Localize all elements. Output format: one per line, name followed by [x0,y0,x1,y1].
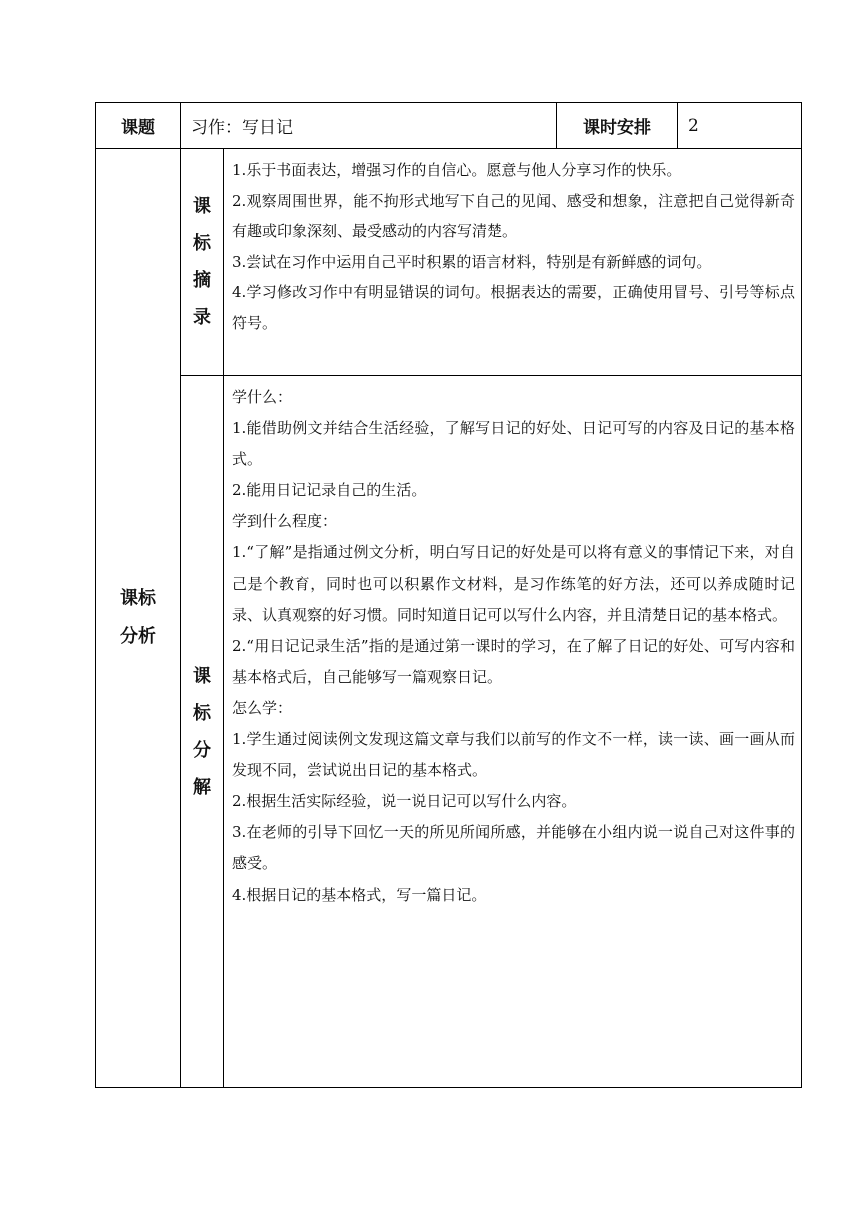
decomposition-item: 1.学生通过阅读例文发现这篇文章与我们以前写的作文不一样，读一读、画一画从而发现不同，尝试说出日记的基本格式。 [232,730,795,780]
schedule-value: 2 [678,103,802,149]
analysis-label [96,149,181,1088]
decomposition-label [181,376,224,1088]
analysis-label-line1: 课标 [120,588,156,609]
excerpt-label-char: 标 [193,233,211,254]
decomposition-row [96,376,802,1088]
excerpt-label [181,149,224,376]
excerpt-item: 2.观察周围世界，能不拘形式地写下自己的见闻、感受和想象，注意把自己觉得新奇有趣或印象深刻、最受感动的内容写清楚。 [232,191,795,241]
analysis-label-line2: 分析 [120,626,156,647]
excerpt-content [224,149,802,376]
decomposition-item: 1.“了解”是指通过例文分析，明白写日记的好处是可以将有意义的事情记下来，对自己是个教育，同时也可以积累作文材料，是习作练笔的好方法，还可以养成随时记录、认真观察的好习惯。同时知道日记可以写什么内容，并且清楚日记的基本格式。 [232,543,795,624]
topic-label: 课题 [96,103,181,149]
excerpt-label-char: 摘 [193,270,211,291]
excerpt-item: 3.尝试在习作中运用自己平时积累的语言材料，特别是有新鲜感的词句。 [232,252,712,271]
decomposition-content [224,376,802,1088]
decomposition-heading: 学到什么程度： [232,512,338,531]
lesson-plan-table [95,102,802,1088]
decomposition-label-char: 解 [193,776,211,798]
decomposition-item: 1.能借助例文并结合生活经验，了解写日记的好处、日记可写的内容及日记的基本格式。 [232,419,795,469]
excerpt-item: 1.乐于书面表达，增强习作的自信心。愿意与他人分享习作的快乐。 [232,161,682,179]
topic-value: 习作：写日记 [181,103,557,149]
header-row [96,103,802,149]
decomposition-label-char: 课 [193,665,211,687]
decomposition-heading: 学什么： [232,388,293,406]
decomposition-item: 4.根据日记的基本格式，写一篇日记。 [232,885,487,904]
decomposition-item: 2.根据生活实际经验，说一说日记可以写什么内容。 [232,792,577,811]
decomposition-label-char: 分 [193,739,211,761]
excerpt-row [96,149,802,376]
decomposition-item: 2.能用日记记录自己的生活。 [232,481,427,500]
decomposition-item: 3.在老师的引导下回忆一天的所见所闻所感，并能够在小组内说一说自己对这件事的感受。 [232,823,795,873]
excerpt-item: 4.学习修改习作中有明显错误的词句。根据表达的需要，正确使用冒号、引号等标点符号。 [232,283,795,332]
decomposition-heading: 怎么学： [232,698,293,717]
excerpt-label-char: 课 [193,196,211,217]
decomposition-item: 2.“用日记记录生活”指的是通过第一课时的学习，在了解了日记的好处、可写内容和基本格式后，自己能够写一篇观察日记。 [232,636,795,686]
schedule-label: 课时安排 [557,103,678,149]
decomposition-label-char: 标 [193,702,211,724]
excerpt-label-char: 录 [193,307,211,328]
